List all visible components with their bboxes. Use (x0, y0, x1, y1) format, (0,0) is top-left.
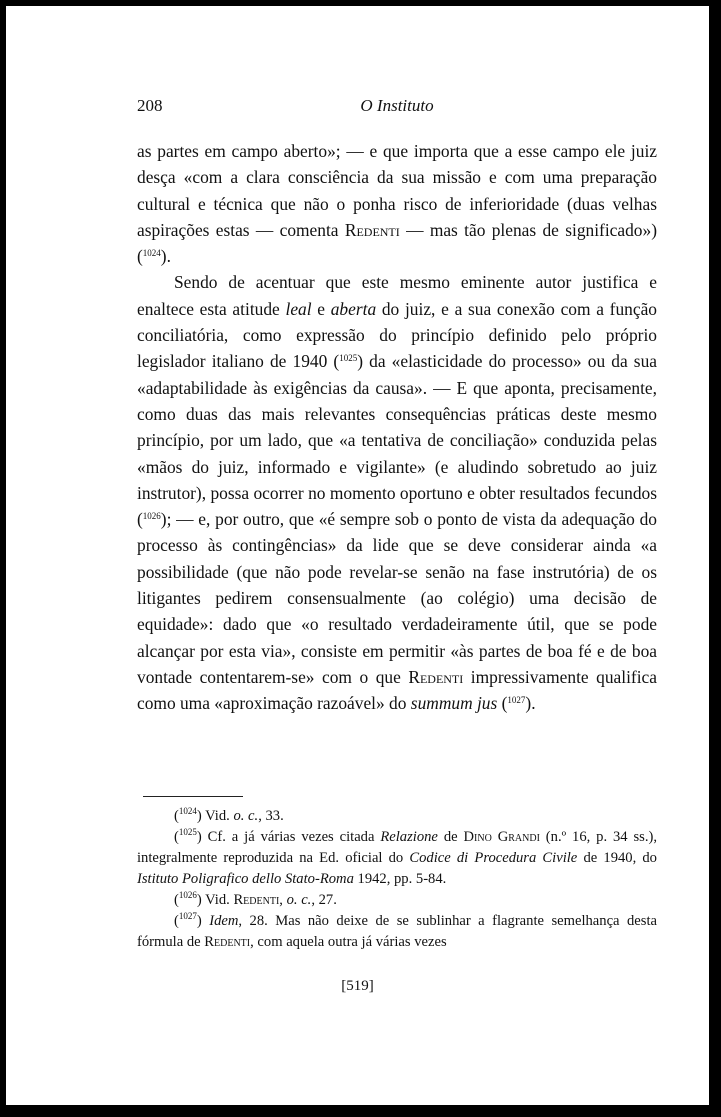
author-name: Dino Grandi (463, 829, 540, 845)
author-name: Redenti (204, 934, 251, 950)
author-name: Redenti (408, 666, 464, 687)
italic-term: Idem (209, 913, 239, 929)
book-page (6, 6, 709, 1105)
italic-term: aberta (330, 298, 377, 319)
text-run: , 28. Mas não deixe de se sublinhar a flagrante semelhança desta fórmula de (137, 913, 657, 950)
text-run: ). (160, 246, 171, 267)
text-run: 1942, pp. 5-84. (353, 871, 447, 887)
italic-term: o. c. (286, 892, 312, 908)
text-run: , 27. (311, 892, 337, 908)
footnote-number: 1025 (178, 827, 197, 837)
text-run: de 1940, do (577, 850, 657, 866)
italic-term: Codice di Procedura Civile (409, 850, 578, 866)
footnote-ref[interactable]: 1024 (142, 248, 161, 259)
text-run: as partes em campo aberto»; — e que importa que a esse campo ele juiz desça «com a clara consciência da sua missão e com uma preparação cultural e técnica que não o ponha risco de inferioridade (duas velhas aspirações estas — comenta (137, 141, 657, 240)
footnote-ref[interactable]: 1027 (507, 695, 526, 706)
text-run: de (437, 829, 464, 845)
author-name: Redenti (344, 219, 400, 240)
text-run: (n.º 16, p. 34 ss.), integralmente reproduzida na Ed. oficial do (137, 829, 657, 866)
footnote: ($^{1026}$) Vid. Redenti, o. c., 27. (174, 890, 337, 908)
italic-term: summum jus (410, 693, 498, 714)
footnote-number: 1026 (178, 890, 197, 900)
page-number: 208 (137, 96, 163, 115)
text-run: Sendo de acentuar que este mesmo eminente autor justifica e enaltece esta atitude (137, 272, 657, 319)
text-run: do juiz, e a sua conexão com a função conciliatória, como expressão do princípio definido pelo próprio legislador italiano de 1940 ( (137, 298, 657, 372)
text-run: , com aquela outra já várias vezes (250, 934, 447, 950)
text-run: ) da «elasticidade do processo» ou da sua «adaptabilidade às exigências da causa». — E que aponta, precisamente, como duas das mais relevantes consequências práticas deste mesmo princípio, por um lado, que «a tentativa de conciliação» conduzida pelas «mãos do juiz, informado e vigilante» (e aludindo sobretudo ao juiz instrutor), possa ocorrer no momento oportuno e obter resultados fecundos ( (137, 351, 657, 530)
paragraph-1 (137, 138, 657, 269)
footnote-ref[interactable]: 1026 (142, 511, 161, 522)
text-run: — mas tão plenas de significado») ( (137, 219, 657, 267)
footnote-number: 1027 (178, 911, 197, 921)
footnote-number: 1024 (178, 806, 197, 816)
italic-term: Istituto Poligrafico dello Stato-Roma (137, 871, 354, 887)
footnote-divider (143, 796, 243, 797)
italic-term: o. c. (233, 808, 259, 824)
text-run: Vid. (201, 808, 234, 824)
page-header (137, 96, 657, 120)
footnote-ref[interactable]: 1025 (339, 353, 358, 364)
italic-term: Relazione (380, 829, 438, 845)
text-run: e (311, 298, 331, 319)
text-run: ). (525, 693, 536, 714)
footnotes (137, 806, 657, 953)
italic-term: leal (285, 298, 312, 319)
text-run: ( (497, 693, 508, 714)
text-run: Vid. (201, 892, 234, 908)
text-run: , (279, 892, 287, 908)
footnote: ($^{1024}$) Vid. o. c., 33. (174, 806, 284, 824)
text-run: Cf. a já várias vezes citada (201, 829, 381, 845)
text-run: impressivamente qualifica como uma «aproximação razoável» do (137, 666, 657, 714)
text-run: , 33. (258, 808, 284, 824)
author-name: Redenti (233, 892, 280, 908)
folio-number: [519] (341, 978, 374, 994)
body-text (137, 138, 657, 717)
footnote: ($^{1027}$) Idem, 28. Mas não deixe de se sublinhar a flagrante semelhança desta fórmula de Redenti, com aquela outra já várias vezes (137, 911, 657, 950)
text-run: ); — e, por outro, que «é sempre sob o ponto de vista da adequação do processo às contingências» da lide que se deve considerar ainda «a possibilidade (que não pode revelar-se senão na fase instrutória) de os litigantes pedirem consensualmente (ao colégio) uma decisão de equidade»: dado que «o resultado verdadeiramente útil, que se pode alcançar por esta via», consiste em permitir «às partes de boa fé e de boa vontade contentarem-se» com o que (137, 509, 657, 687)
running-title: O Instituto (360, 96, 434, 115)
footnote: ($^{1025}$) Cf. a já várias vezes citada Relazione de Dino Grandi (n.º 16, p. 34 ss.), integralmente reproduzida na Ed. oficial do Codice di Procedura Civile de 1940, do Istituto Poligrafico dello Stato-Roma 1942, pp. 5-84. (137, 827, 657, 887)
paragraph-2 (137, 269, 657, 716)
